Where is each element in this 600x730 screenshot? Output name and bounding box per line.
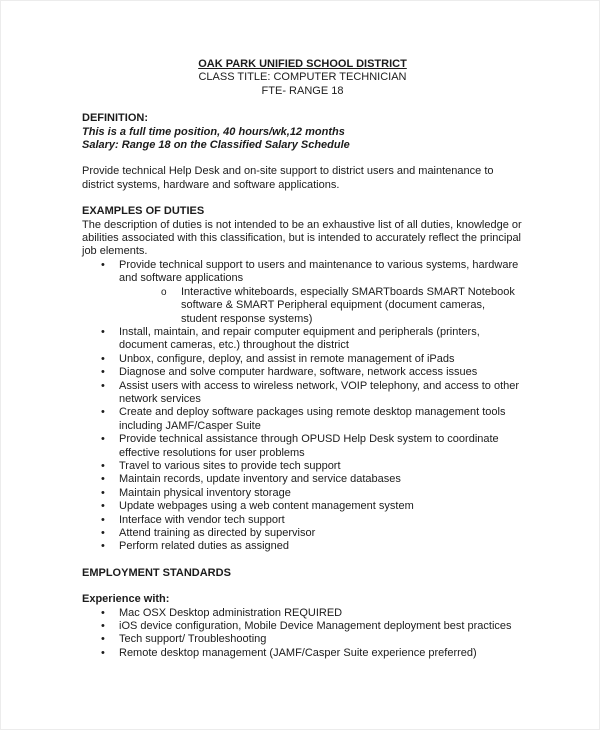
list-item-text: Maintain records, update inventory and service databases	[119, 473, 401, 486]
district-title: OAK PARK UNIFIED SCHOOL DISTRICT	[198, 58, 407, 70]
list-item	[82, 487, 523, 500]
definition-heading: DEFINITION:	[82, 112, 148, 125]
employment-heading: EMPLOYMENT STANDARDS	[82, 566, 231, 579]
list-item-text: Perform related duties as assigned	[119, 540, 289, 553]
list-item-text: Interactive whiteboards, especially SMARTboards SMART Notebook software & SMART Peripheral equipment (document cameras, student response systems)	[181, 285, 515, 325]
list-item	[82, 540, 523, 553]
list-item	[82, 620, 523, 633]
sub-list-item	[119, 286, 523, 326]
salary-line: Salary: Range 18 on the Classified Salary Schedule	[82, 139, 350, 152]
intro-paragraph: Provide technical Help Desk and on-site support to district users and maintenance to district systems, hardware and software applications.	[82, 165, 494, 191]
list-item-text: Mac OSX Desktop administration REQUIRED	[119, 606, 343, 619]
duties-description: The description of duties is not intended to be an exhaustive list of all duties, knowledge or abilities associated with this classification, but is intended to accurately reflect the principal job elements.	[82, 218, 522, 258]
list-item-text: Unbox, configure, deploy, and assist in remote management of iPads	[119, 352, 455, 365]
list-item	[82, 460, 523, 473]
list-item-text: Diagnose and solve computer hardware, software, network access issues	[119, 366, 478, 379]
list-item	[82, 259, 523, 326]
duties-heading: EXAMPLES OF DUTIES	[82, 205, 205, 218]
list-item	[82, 433, 523, 460]
list-item-text: Install, maintain, and repair computer equipment and peripherals (printers, document cameras, etc.) throughout the district	[119, 325, 480, 352]
position-line: This is a full time position, 40 hours/wk,12 months	[82, 125, 345, 138]
class-title: CLASS TITLE: COMPUTER TECHNICIAN	[198, 71, 407, 84]
list-item	[82, 527, 523, 540]
list-item-text: Attend training as directed by supervisor	[119, 527, 316, 539]
list-item-text: Remote desktop management (JAMF/Casper Suite experience preferred)	[119, 646, 477, 659]
list-item	[82, 647, 523, 660]
list-item-text: Update webpages using a web content management system	[119, 500, 414, 513]
list-item-text: Assist users with access to wireless network, VOIP telephony, and access to other network services	[119, 379, 520, 405]
experience-list	[82, 607, 523, 661]
list-item	[82, 514, 523, 527]
list-item	[82, 473, 523, 486]
duties-list	[82, 259, 523, 554]
experience-heading: Experience with:	[82, 593, 170, 606]
document-header	[82, 58, 523, 98]
list-item	[82, 326, 523, 353]
list-item-text: Provide technical support to users and maintenance to various systems, hardware and software applications	[119, 258, 519, 285]
list-item-text: Travel to various sites to provide tech support	[119, 459, 341, 472]
definition-section	[82, 112, 523, 152]
list-item-text: iOS device configuration, Mobile Device Management deployment best practices	[119, 620, 512, 633]
list-item-text: Interface with vendor tech support	[119, 513, 285, 526]
duties-sublist	[119, 286, 523, 326]
list-item	[82, 380, 523, 407]
fte-range: FTE- RANGE 18	[261, 84, 344, 97]
list-item-text: Create and deploy software packages using remote desktop management tools including JAMF/Casper Suite	[119, 406, 506, 432]
list-item-text: Maintain physical inventory storage	[119, 486, 291, 499]
list-item-text: Provide technical assistance through OPUSD Help Desk system to coordinate effective resolutions for user problems	[119, 433, 499, 459]
employment-section	[82, 567, 523, 660]
list-item	[82, 633, 523, 646]
list-item	[82, 366, 523, 379]
duties-section	[82, 205, 523, 554]
list-item	[82, 500, 523, 513]
list-item	[82, 607, 523, 620]
list-item	[82, 353, 523, 366]
list-item	[82, 406, 523, 433]
list-item-text: Tech support/ Troubleshooting	[119, 633, 267, 646]
